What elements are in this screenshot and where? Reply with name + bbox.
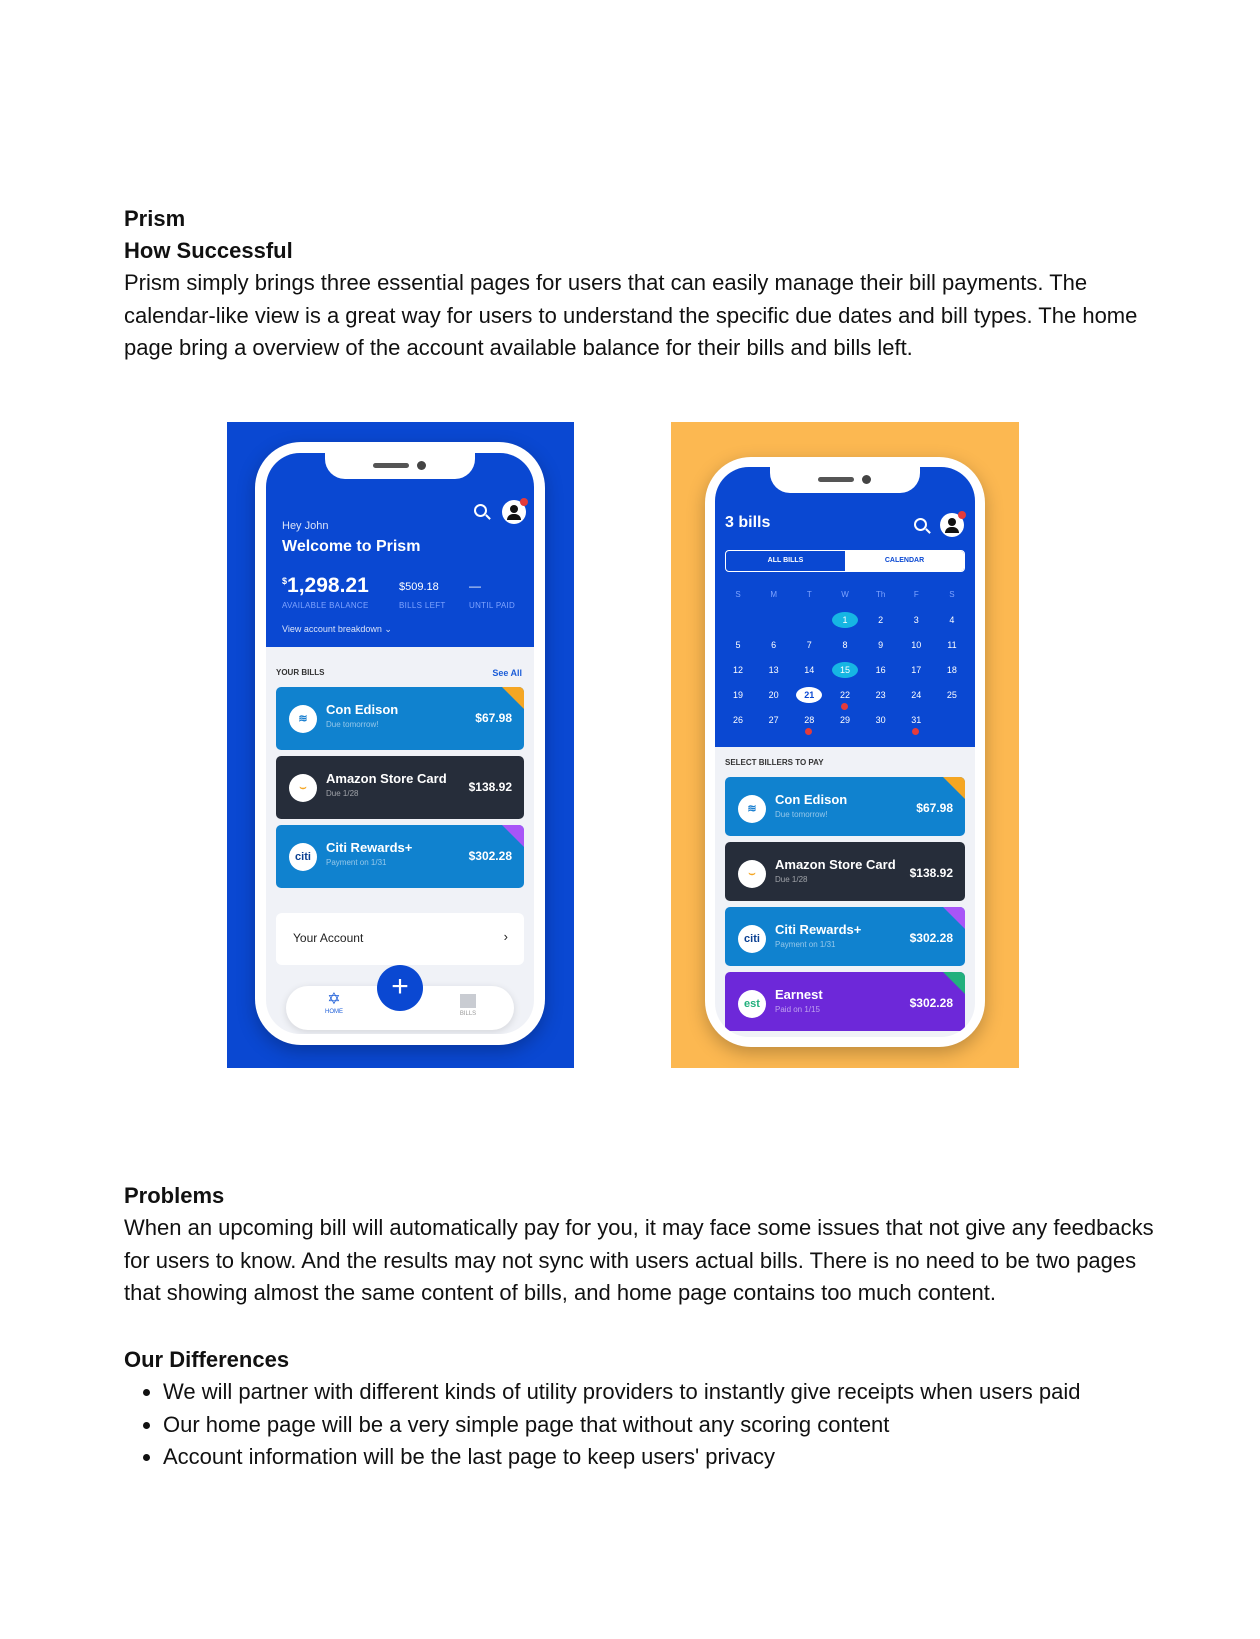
bill-card-con-edison[interactable] — [276, 687, 524, 750]
welcome-title: Welcome to Prism — [282, 538, 421, 555]
calendar-screen — [715, 467, 975, 1037]
section-heading-success: How Successful — [124, 238, 293, 263]
clock-icon — [502, 825, 524, 847]
account-breakdown-link[interactable]: View account breakdown ⌄ — [282, 624, 392, 634]
bill-amount: $302.28 — [909, 931, 953, 945]
bill-card-citi[interactable] — [276, 825, 524, 888]
intro-section — [124, 203, 1164, 365]
bill-amount: $138.92 — [468, 780, 512, 794]
your-account-row[interactable] — [276, 913, 524, 965]
weekday-row: S M T W Th F S — [735, 590, 955, 599]
bill-due: Paid on 1/15 — [775, 1005, 820, 1014]
tab-all-bills[interactable]: ALL BILLS — [767, 557, 804, 564]
chevron-right-icon: › — [503, 929, 508, 944]
phone-notch — [770, 467, 920, 493]
warning-icon — [502, 687, 524, 709]
bill-card-con-edison[interactable] — [725, 777, 965, 836]
until-paid-label: UNTIL PAID — [469, 601, 516, 610]
phone-frame — [705, 457, 985, 1047]
amazon-logo-icon: ⌣ — [738, 860, 766, 888]
home-screenshot-panel — [227, 422, 574, 1068]
add-button[interactable]: + — [377, 965, 423, 1011]
see-all-link[interactable]: See All — [492, 668, 522, 678]
doc-title: Prism — [124, 206, 186, 231]
tab-calendar[interactable]: CALENDAR — [845, 551, 964, 571]
avatar-icon[interactable] — [502, 500, 526, 524]
calendar-day-due[interactable]: 22 — [832, 687, 858, 703]
home-header — [266, 453, 534, 647]
bills-left-label: BILLS LEFT — [399, 601, 446, 610]
bill-amount: $138.92 — [909, 866, 953, 880]
nav-bills[interactable] — [453, 994, 483, 1017]
calendar-screenshot-panel — [671, 422, 1019, 1068]
bill-name: Amazon Store Card — [775, 857, 896, 872]
bills-left-value: $509.18 — [399, 581, 439, 593]
citi-logo-icon: citi — [738, 925, 766, 953]
bill-amount: $67.98 — [475, 711, 512, 725]
bill-amount: $302.28 — [468, 849, 512, 863]
clock-icon — [943, 907, 965, 929]
bill-name: Amazon Store Card — [326, 771, 447, 786]
nav-home[interactable] — [319, 991, 349, 1015]
bill-due: Payment on 1/31 — [326, 858, 387, 867]
bill-amount: $67.98 — [916, 801, 953, 815]
earnest-logo-icon: est — [738, 990, 766, 1018]
bill-due: Payment on 1/31 — [775, 940, 836, 949]
view-toggle — [725, 550, 965, 572]
greeting: Hey John — [282, 520, 329, 532]
calendar-day-selected[interactable]: 1 — [832, 612, 858, 628]
bill-name: Con Edison — [775, 792, 848, 807]
calendar-week: 19 20 21 22 23 24 25 — [725, 687, 965, 703]
calendar-day-due[interactable]: 28 — [796, 712, 822, 728]
differences-list — [124, 1376, 1164, 1474]
bill-name: Earnest — [775, 987, 823, 1002]
bill-due: Due 1/28 — [775, 875, 808, 884]
avatar-icon[interactable] — [940, 513, 964, 537]
until-paid-value: — — [469, 579, 481, 593]
problems-heading: Problems — [124, 1183, 225, 1208]
problems-section — [124, 1180, 1164, 1310]
calendar-week: 5 6 7 8 9 10 11 — [735, 640, 957, 650]
calendar-day-selected[interactable]: 15 — [832, 662, 858, 678]
calendar-week: 1 2 3 4 — [725, 612, 965, 628]
bill-name: Con Edison — [326, 702, 399, 717]
phone-notch — [325, 453, 475, 479]
home-nav-icon: ✡ — [327, 991, 341, 1008]
con-edison-logo-icon: ≋ — [738, 795, 766, 823]
list-item: • Account information will be the last page to keep users' privacy — [163, 1441, 1164, 1474]
check-icon — [943, 972, 965, 994]
bill-due: Due 1/28 — [326, 789, 359, 798]
your-account-label: Your Account — [293, 931, 364, 945]
bill-due: Due tomorrow! — [326, 720, 379, 729]
bills-nav-icon — [460, 994, 476, 1008]
calendar-week: 12 13 14 15 16 17 18 — [725, 662, 965, 678]
calendar-header — [715, 467, 975, 747]
con-edison-logo-icon: ≋ — [289, 705, 317, 733]
phone-frame — [255, 442, 545, 1045]
home-screen — [266, 453, 534, 1034]
list-item: • We will partner with different kinds of utility providers to instantly give receipts when users paid — [163, 1376, 1164, 1409]
calendar-week: 26 27 28 29 30 31 — [725, 712, 965, 728]
intro-paragraph: Prism simply brings three essential pages for users that can easily manage their bill payments. The calendar-like view is a great way for users to understand the specific due dates and bill types. The home page bring a overview of the account available balance for their bills and bills left. — [124, 270, 1138, 360]
bill-card-amazon[interactable] — [725, 842, 965, 901]
bill-name: Citi Rewards+ — [775, 922, 862, 937]
nav-home-label: HOME — [325, 1009, 343, 1015]
bills-count-title: 3 bills — [725, 514, 771, 531]
bill-name: Citi Rewards+ — [326, 840, 413, 855]
citi-logo-icon: citi — [289, 843, 317, 871]
select-billers-label: SELECT BILLERS TO PAY — [725, 758, 824, 767]
search-icon[interactable] — [474, 504, 487, 517]
bill-due: Due tomorrow! — [775, 810, 828, 819]
bill-card-amazon[interactable] — [276, 756, 524, 819]
differences-section — [124, 1344, 1164, 1474]
bill-amount: $302.28 — [909, 996, 953, 1010]
list-item: • Our home page will be a very simple page that without any scoring content — [163, 1409, 1164, 1442]
search-icon[interactable] — [914, 518, 927, 531]
calendar-day-due[interactable]: 31 — [903, 712, 929, 728]
calendar-day-today[interactable]: 21 — [796, 687, 822, 703]
balance-amount: $1,298.21 — [282, 574, 369, 597]
balance-label: AVAILABLE BALANCE — [282, 601, 369, 610]
bill-card-earnest[interactable] — [725, 972, 965, 1031]
bill-card-citi[interactable] — [725, 907, 965, 966]
nav-bills-label: BILLS — [459, 1011, 477, 1017]
problems-paragraph: When an upcoming bill will automatically pay for you, it may face some issues that not give any feedbacks for users to know. And the results may not sync with users actual bills. There is no need to be two pages that showing almost the same content of bills, and home page contains too much content. — [124, 1215, 1154, 1305]
warning-icon — [943, 777, 965, 799]
differences-heading: Our Differences — [124, 1347, 290, 1372]
your-bills-label: YOUR BILLS — [276, 668, 325, 677]
amazon-logo-icon: ⌣ — [289, 774, 317, 802]
chevron-down-icon: ⌄ — [384, 624, 392, 634]
